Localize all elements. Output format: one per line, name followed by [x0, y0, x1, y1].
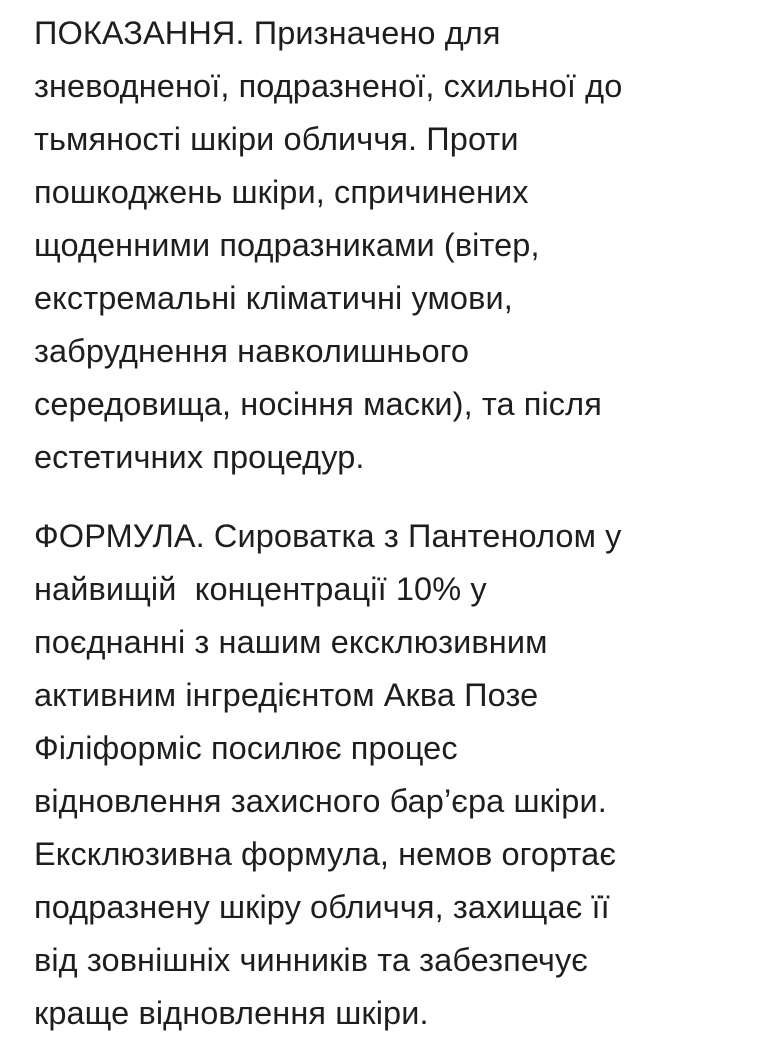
text-line: екстремальні кліматичні умови, [34, 280, 513, 316]
indications-paragraph [34, 7, 764, 484]
formula-paragraph [34, 510, 764, 1040]
text-line: пошкоджень шкіри, спричинених [34, 174, 529, 210]
text-line: активним інгредієнтом Аква Позе [34, 677, 539, 713]
text-line: естетичних процедур. [34, 439, 365, 475]
document-text [34, 7, 764, 1040]
text-line: Філіформіс посилює процес [34, 730, 458, 766]
text-line: краще відновлення шкіри. [34, 995, 429, 1031]
text-line: ФОРМУЛА. Сироватка з Пантенолом у [34, 518, 622, 554]
text-line: Ексклюзивна формула, немов огортає [34, 836, 617, 872]
text-line: середовища, носіння маски), та після [34, 386, 602, 422]
text-line: відновлення захисного бар’єра шкіри. [34, 783, 607, 819]
text-line: тьмяності шкіри обличчя. Проти [34, 121, 519, 157]
text-line: від зовнішніх чинників та забезпечує [34, 942, 588, 978]
text-line: найвищій концентрації 10% у [34, 571, 487, 607]
text-line: подразнену шкіру обличчя, захищає її [34, 889, 610, 925]
text-line: зневодненої, подразненої, схильної до [34, 68, 623, 104]
text-line: поєднанні з нашим ексклюзивним [34, 624, 548, 660]
text-line: забруднення навколишнього [34, 333, 470, 369]
text-line: ПОКАЗАННЯ. Призначено для [34, 15, 501, 51]
text-line: щоденними подразниками (вітер, [34, 227, 540, 263]
